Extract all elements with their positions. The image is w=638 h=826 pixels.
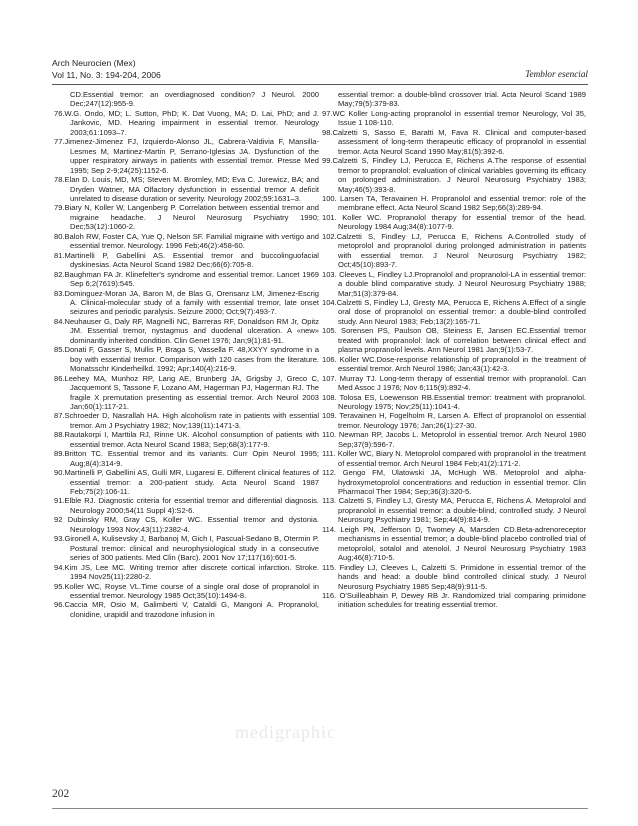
reference-entry: 76.W.G. Ondo, MD; L. Sutton, PhD; K. Dat Vuong, MA; D. Lai, PhD; and J. Jankovic, MD. Hearing impairment in essential tremor. Neurology 2003;61:1093–7. (54, 108, 319, 137)
reference-entry: 93.Gironell A, Kulisevsky J, Barbanoj M, Gich I, Pascual-Sedano B, Otermin P. Postural tremor: clinical and neurophysiological study in a consecutive series of 300 patients. Med Clin (Barc). 2001 Nov 17;117(16):601-5. (54, 534, 319, 563)
reference-entry: 82.Baughman FA Jr. Klinefelter's syndrome and essential tremor. Lancet 1969 Sep 6;2(7619):545. (54, 269, 319, 289)
reference-entry: 99.Calzetti S, Findley LJ, Perucca E, Richens A.The response of essential tremor to propranolol: evaluation of clinical variables governing its efficacy on prolonged administration. J Neurol Neurosurg Psychiatry 1983; May;46(5):393-8. (322, 156, 586, 194)
reference-entry: 81.Martinelli P, Gabellini AS. Essential tremor and buccolinguofacial dyskinesias. Acta Neurol Scand 1982 Dec;66(6):705-8. (54, 250, 319, 270)
reference-entry: 106. Koller WC.Dose-response relationship of propranolol in the treatment of essential tremor. Arch Neurol 1986; Jan;43(1):42-3. (322, 354, 586, 374)
reference-entry: 108. Tolosa ES, Loewenson RB.Essential tremor: treatment with propranolol. Neurology 1975; Nov;25(11):1041-4. (322, 392, 586, 411)
reference-entry: 112. Gengo FM, Ulatowski JA, McHugh WB. Metoprolol and alpha-hydroxymetoprolol concentrations and reduction in essential tremor. Clin Pharmacol Ther 1984; Sep;36(3):320-5. (322, 468, 586, 497)
watermark: medigraphic (235, 722, 336, 742)
reference-entry: 100. Larsen TA, Teravainen H. Propranolol and essential tremor: role of the membrane effect. Acta Neurol Scand 1982 Sep;66(3):289-94. (322, 193, 586, 213)
header-rule (52, 84, 588, 85)
reference-entry: 89.Britton TC. Essential tremor and its variants. Curr Opin Neurol 1995; Aug;8(4):314-9. (54, 449, 319, 468)
reference-entry: 95.Koller WC, Royse VL.Time course of a single oral dose of propranolol in essential tremor. Neurology 1985 Oct;35(10):1494-8. (54, 581, 319, 601)
reference-entry: 114. Leigh PN, Jefferson D, Twomey A, Marsden CD.Beta-adrenoreceptor mechanisms in essential tremor; a double-blind placebo controlled trial of metoprolol, sotalol and atenolol. J Neurol Neurosurg Psychiatry 1983 Aug;46(8):710-5. (322, 524, 586, 563)
journal-name: Arch Neurocien (Mex) (52, 58, 136, 68)
reference-entry: CD.Essential tremor: an overdiagnosed condition? J Neurol. 2000 Dec;247(12):955-9. (70, 90, 319, 109)
reference-entry: 105. Sorensen PS, Paulson OB, Steiness E, Jansen EC.Essential tremor treated with propranolol: lack of correlation between clinical effect and plasma propranolol levels. Ann Neurol 1981 Jan;9(1):53-7. (322, 326, 586, 355)
reference-entry: 116. O'Suilleabhain P, Dewey RB Jr. Randomized trial comparing primidone initiation schedules for treating essential tremor. (322, 591, 586, 610)
page-number: 202 (52, 788, 70, 800)
reference-entry: 94.Kim JS, Lee MC. Writing tremor after discrete cortical infarction. Stroke. 1994 Nov25(11):2280-2. (54, 562, 319, 582)
running-header (52, 58, 161, 81)
reference-entry: 78.Elan D. Louis, MD, MS; Steven M. Bromley, MD; Eva C. Jurewicz, BA; and Dryden Watner, MA Olfactory dysfunction in essential tremor A deficit unrelated to disease duration or severity. Neurology 2002;59:1631–3. (54, 175, 319, 203)
reference-entry: 107. Murray TJ. Long-term therapy of essential tremor with propranolol. Can Med Assoc J 1976; Nov 6;115(9):892-4. (322, 373, 586, 393)
reference-entry: 97.WC Koller Long-acting propranolol in essential tremor Neurology, Vol 35, Issue 1 108-110. (322, 108, 586, 128)
reference-entry: 92 Dubinsky RM, Gray CS, Koller WC. Essential tremor and dystonia. Neurology 1993 Nov;43(11):2382-4. (54, 515, 319, 534)
reference-entry: 83.Dominguez-Moran JA, Baron M, de Blas G, Orensanz LM, Jimenez-Escrig A. Clinical-molecular study of a family with essential tremor, late onset seizures and periodic paralysis. Seizure 2000; Oct;9(7):493-7. (54, 288, 319, 317)
reference-entry: 88.Rautakorpi I, Marttila RJ, Rinne UK. Alcohol consumption of patients with essential tremor. Acta Neurol Scand 1983; Sep;68(3):177-9. (54, 430, 319, 449)
reference-entry: 86.Leehey MA, Munhoz RP, Lang AE, Brunberg JA, Grigsby J, Greco C, Jacquemont S, Tassone F, Lozano AM, Hagerman PJ, Hagerman RJ. The fragile X premutation presenting as essential tremor. Arch Neurol 2003 Jan;60(1):117-21. (54, 373, 319, 411)
reference-entry: essential tremor: a double-blind crossover trial. Acta Neurol Scand 1989 May;79(5):379-83. (338, 90, 586, 109)
references-left-column (54, 90, 319, 619)
reference-entry: 111. Koller WC, Biary N. Metoprolol compared with propranolol in the treatment of essential tremor. Arch Neurol 1984 Feb;41(2):171-2. (322, 449, 586, 468)
reference-entry: 91.Elble RJ. Diagnostic criteria for essential tremor and differential diagnosis. Neurology 2000;54(11 Suppl 4):S2-6. (54, 496, 319, 515)
reference-entry: 103. Cleeves L, Findley LJ.Propranolol and propranolol-LA in essential tremor: a double blind comparative study. J Neurol Neurosurg Psychiatry 1988; Mar;51(3):379-84. (322, 269, 586, 298)
volume-info: Vol 11, No. 3: 194-204, 2006 (52, 69, 161, 80)
reference-entry: 101. Koller WC. Propranolol therapy for essential tremor of the head. Neurology 1984 Aug;34(8):1077-9. (322, 212, 586, 232)
reference-entry: 79.Biary N, Koller W, Langenberg P. Correlation between essential tremor and migraine headache. J Neurol Neurosurg Psychiatry 1990; Dec;53(12):1060-2. (54, 203, 319, 232)
section-title: Temblor esencial (525, 69, 588, 79)
reference-entry: 87.Schroeder D, Nasrallah HA. High alcoholism rate in patients with essential tremor. Am J Psychiatry 1982; Nov;139(11):1471-3. (54, 411, 319, 430)
footer-rule (52, 808, 588, 809)
reference-entry: 84.Neuhauser G, Daly RF, Magnelli NC, Barreras RF, Donaldson RM Jr, Opitz JM. Essential tremor, nystagmus and duodenal ulceration. A «new» dominantly inherited condition. Clin Genet 1976; Jan;9(1):81-91. (54, 316, 319, 345)
reference-entry: 80.Baloh RW, Foster CA, Yue Q, Nelson SF. Familial migraine with vertigo and essential tremor. Neurology. 1996 Feb;46(2):458-60. (54, 231, 319, 251)
reference-entry: 104.Calzetti S, Findley LJ, Gresty MA, Perucca E, Richens A.Effect of a single oral dose of propranolol on essential tremor: a double-blind controlled study. Ann Neurol 1983; Feb;13(2):165-71. (322, 297, 586, 326)
reference-entry: 96.Caccia MR, Osio M, Galimberti V, Cataldi G, Mangoni A. Propranolol, clonidine, urapidil and trazodone infusion in (54, 600, 319, 619)
reference-entry: 90.Martinelli P, Gabellini AS, Gulli MR, Lugaresi E. Different clinical features of essential tremor: a 200-patient study. Acta Neurol Scand 1987 Feb;75(2):106-11. (54, 468, 319, 497)
reference-entry: 115. Findley LJ, Cleeves L, Calzetti S. Primidone in essential tremor of the hands and head: a double blind controlled clinical study. J Neurol Neurosurg Psychiatry 1985 Sep;48(9):911-5. (322, 562, 586, 591)
reference-entry: 98.Calzetti S, Sasso E, Baratti M, Fava R. Clinical and computer-based assessment of long-term therapeutic efficacy of propranolol in essential tremor. Acta Neurol Scand 1990 May;81(5):392-6. (322, 127, 586, 156)
reference-entry: 77.Jimenez-Jimenez FJ, Izquierdo-Alonso JL, Cabrera-Valdivia F, Mansilla-Lesmes M, Martinez-Martin P, Serrano-Iglesias JA. Dysfunction of the upper respiratory airways in patients with essential tremor. Presse Med 1995; Sep 2-9;24(25):1152-6. (54, 137, 319, 175)
reference-entry: 113. Calzetti S, Findley LJ, Gresty MA, Perucca E, Richens A. Metoprolol and propranolol in essential tremor: a double-blind, controlled study. J Neurol Neurosurg Psychiatry 1981; Sep;44(9):814-9. (322, 496, 586, 525)
reference-entry: 102.Calzetti S, Findley LJ, Perucca E, Richens A.Controlled study of metoprolol and propranolol during prolonged administration in patients with essential tremor. J Neurol Neurosurg Psychiatry 1982; Oct;45(10):893-7. (322, 231, 586, 270)
reference-entry: 85.Donati F, Gasser S, Mullis P, Braga S, Vassella F. 48,XXYY syndrome in a boy with essential tremor. Comparison with 120 cases from the literature. Monatsschr Kinderheilkd. 1992; Apr;140(4):216-9. (54, 345, 319, 374)
reference-entry: 110. Newman RP, Jacobs L. Metoprolol in essential tremor. Arch Neurol 1980 Sep;37(9):596-7. (322, 430, 586, 449)
references-right-column (322, 90, 586, 610)
reference-entry: 109. Teravainen H, Fogelholm R, Larsen A. Effect of propranolol on essential tremor. Neurology 1976; Jan;26(1):27-30. (322, 411, 586, 430)
